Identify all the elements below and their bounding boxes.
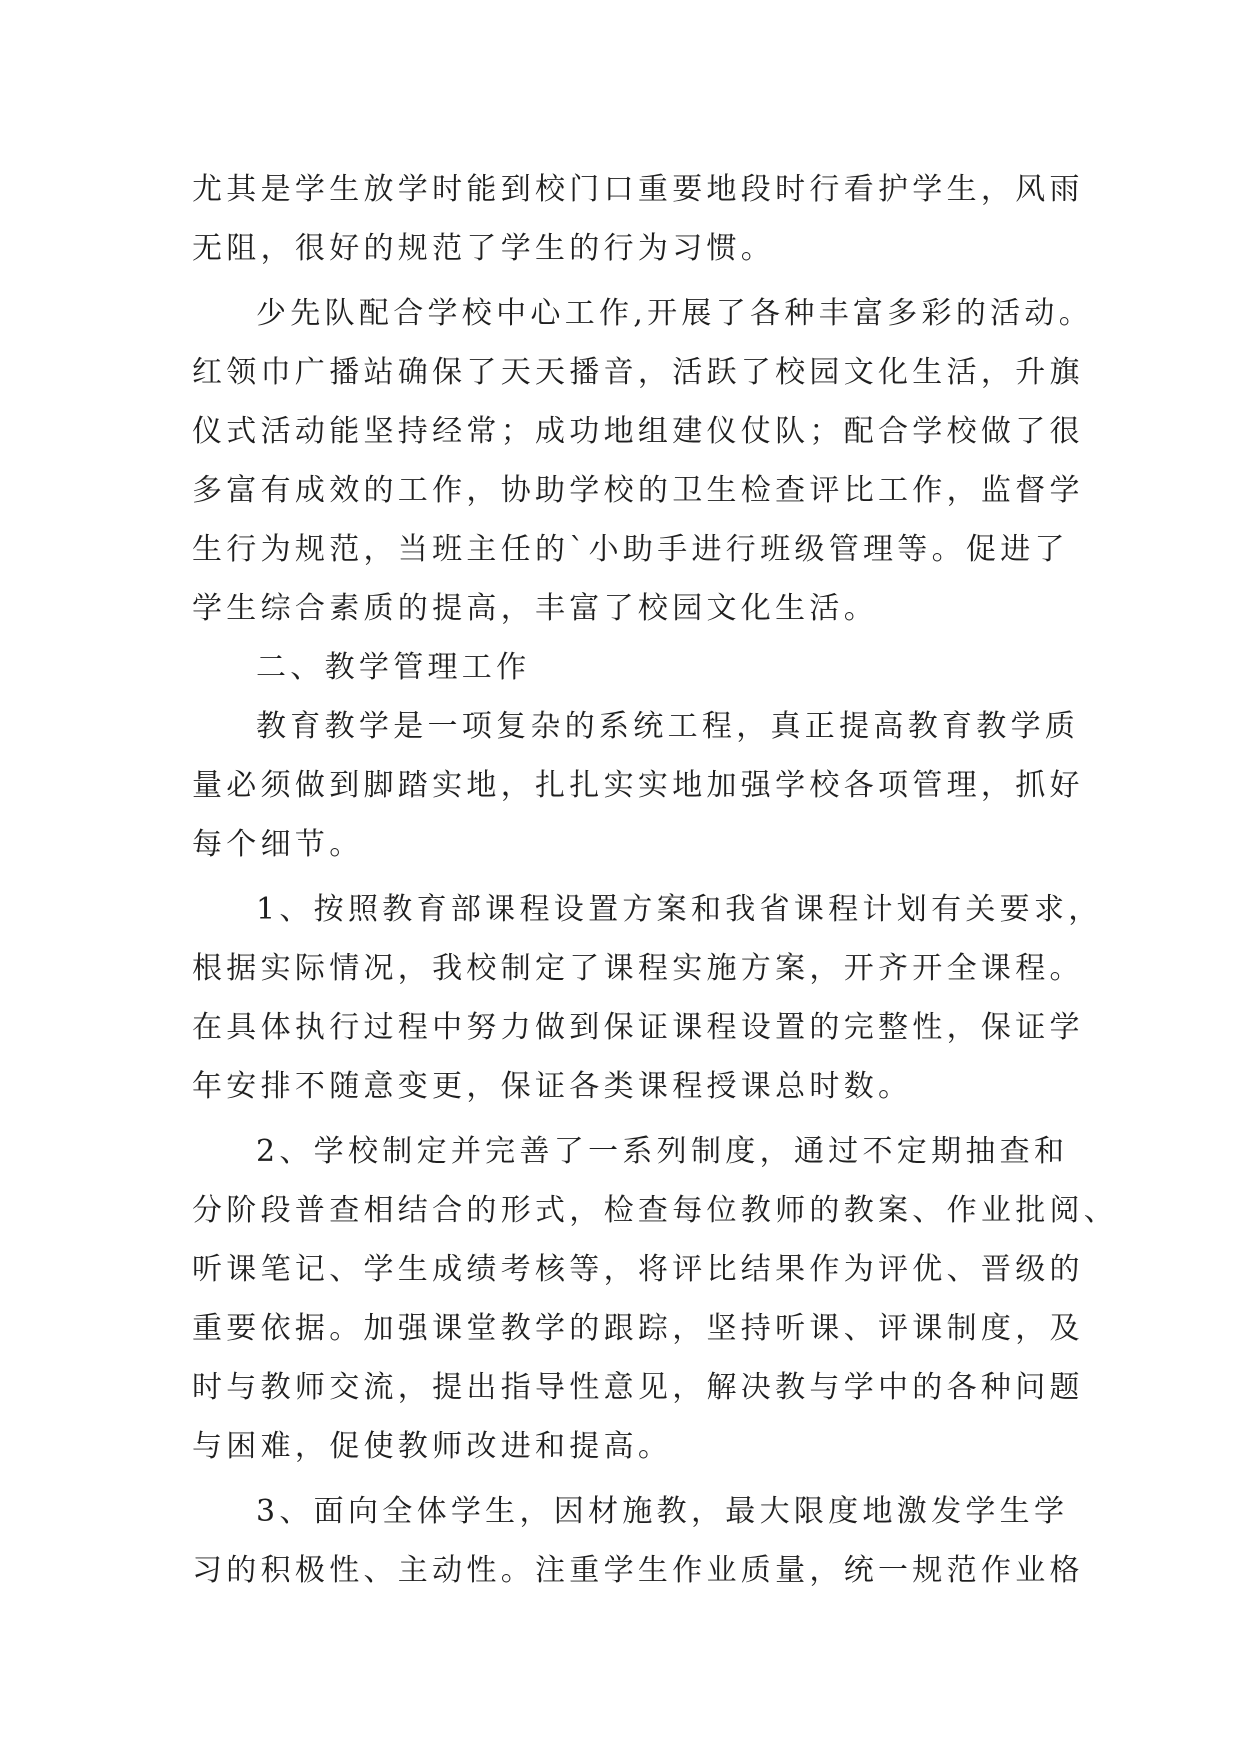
text-line: 根据实际情况，我校制定了课程实施方案，开齐开全课程。	[192, 951, 1084, 986]
text-line: 无阻，很好的规范了学生的行为习惯。	[192, 231, 776, 266]
paragraph-first-line: 教育教学是一项复杂的系统工程，真正提高教育教学质	[256, 709, 1080, 744]
text-line: 分阶段普查相结合的形式，检查每位教师的教案、作业批阅、	[192, 1193, 1119, 1228]
text-line: 生行为规范，当班主任的`小助手进行班级管理等。促进了	[192, 532, 1069, 567]
text-line: 听课笔记、学生成绩考核等，将评比结果作为评优、晋级的	[192, 1252, 1084, 1287]
text-line: 学生综合素质的提高，丰富了校园文化生活。	[192, 591, 878, 626]
text-line: 习的积极性、主动性。注重学生作业质量，统一规范作业格	[192, 1553, 1084, 1588]
text-line: 时与教师交流，提出指导性意见，解决教与学中的各种问题	[192, 1370, 1084, 1405]
paragraph-first-line: 2、学校制定并完善了一系列制度，通过不定期抽查和	[256, 1134, 1069, 1169]
text-line: 在具体执行过程中努力做到保证课程设置的完整性，保证学	[192, 1010, 1084, 1045]
text-line: 年安排不随意变更，保证各类课程授课总时数。	[192, 1069, 913, 1104]
body-text	[192, 160, 1119, 1600]
text-line: 仪式活动能坚持经常；成功地组建仪仗队；配合学校做了很	[192, 414, 1084, 449]
paragraph-first-line: 少先队配合学校中心工作,开展了各种丰富多彩的活动。	[256, 296, 1094, 331]
paragraph-first-line: 3、面向全体学生，因材施教，最大限度地激发学生学	[256, 1494, 1069, 1529]
text-line: 重要依据。加强课堂教学的跟踪，坚持听课、评课制度，及	[192, 1311, 1084, 1346]
text-line: 与困难，促使教师改进和提高。	[192, 1429, 673, 1464]
paragraph-first-line: 1、按照教育部课程设置方案和我省课程计划有关要求，	[256, 892, 1103, 927]
text-line: 每个细节。	[192, 827, 364, 862]
section-heading: 二、教学管理工作	[256, 650, 531, 685]
text-line: 尤其是学生放学时能到校门口重要地段时行看护学生，风雨	[192, 172, 1084, 207]
text-line: 多富有成效的工作，协助学校的卫生检查评比工作，监督学	[192, 473, 1084, 508]
text-line: 量必须做到脚踏实地，扎扎实实地加强学校各项管理，抓好	[192, 768, 1084, 803]
text-line: 红领巾广播站确保了天天播音，活跃了校园文化生活，升旗	[192, 355, 1084, 390]
